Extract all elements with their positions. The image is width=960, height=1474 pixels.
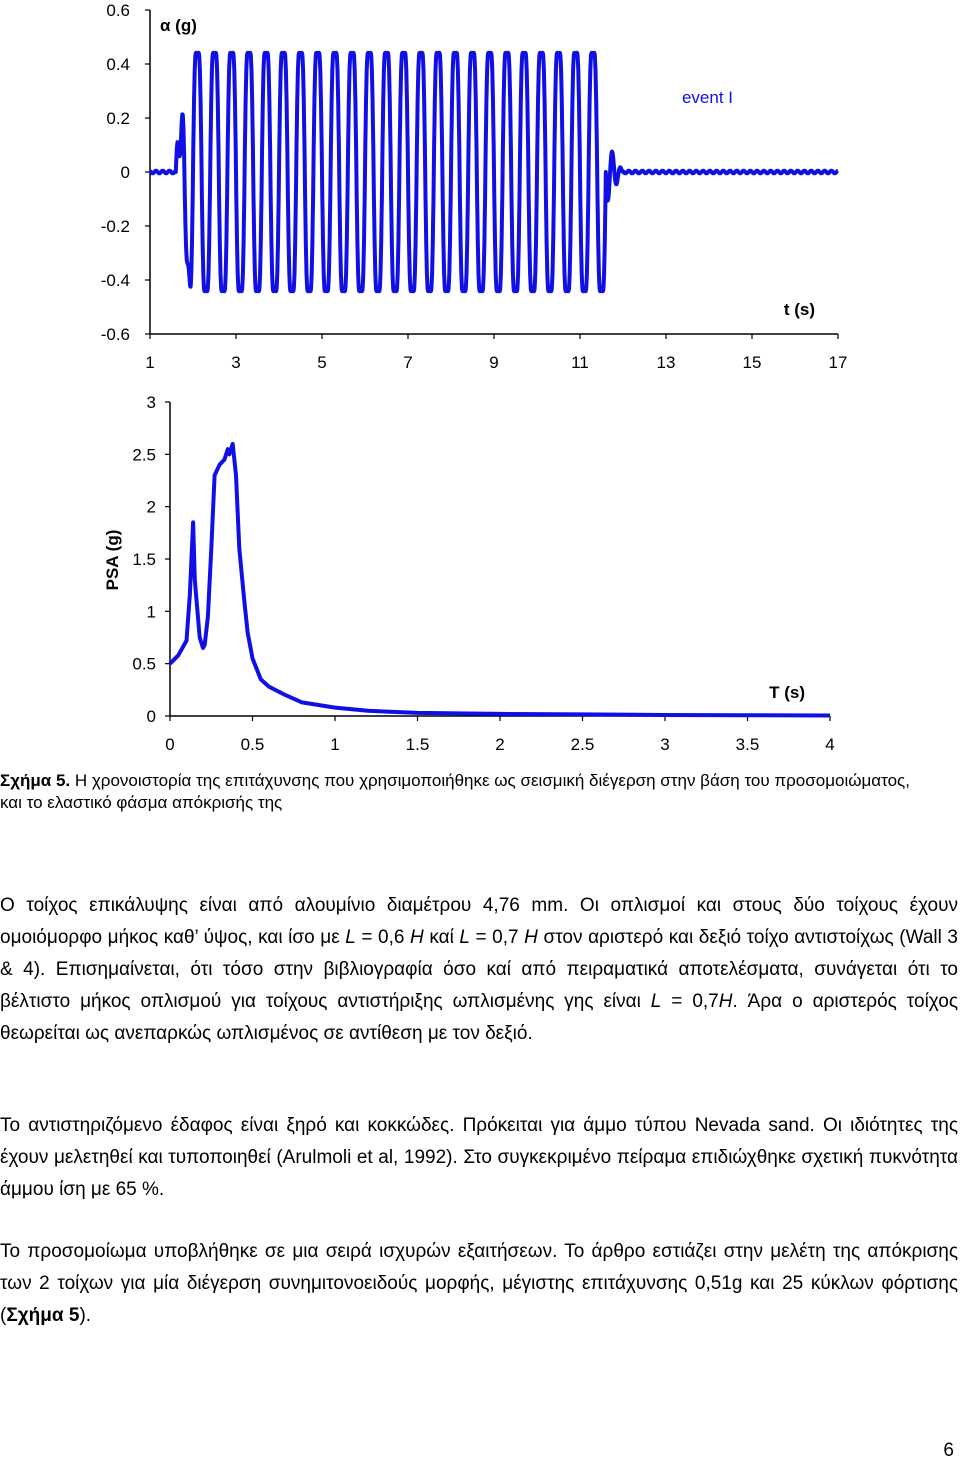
- x-axis-label: t (s): [783, 300, 815, 319]
- y-tick-label: -0.6: [100, 325, 130, 344]
- p3-figure-ref: Σχήμα 5: [6, 1305, 80, 1326]
- x-tick-label: 17: [828, 353, 848, 372]
- p1-var-H3: H: [718, 991, 733, 1012]
- acceleration-series-line: [150, 53, 838, 291]
- x-tick-label: 2: [495, 735, 505, 754]
- x-tick-label: 3: [231, 353, 241, 372]
- x-tick-label: 9: [489, 353, 499, 372]
- p1-var-H1: H: [410, 927, 424, 948]
- y-tick-label: 0: [120, 163, 130, 182]
- paragraph-3: [0, 1236, 958, 1332]
- paragraph-1: [0, 890, 958, 1050]
- caption-label: Σχήμα 5.: [0, 771, 71, 790]
- p1-var-L2: L: [459, 927, 470, 948]
- caption-text: Η χρονοιστορία της επιτάχυνσης που χρησιμοποιήθηκε ως σεισμική διέγερση στην βάση του προσομοιώματος, και το ελαστικό φάσμα απόκρισής της: [0, 771, 910, 812]
- y-tick-label: 1.5: [132, 550, 156, 569]
- x-tick-label: 5: [317, 353, 327, 372]
- y-tick-label: -0.2: [100, 217, 130, 236]
- x-axis-label: T (s): [769, 683, 805, 702]
- y-tick-label: 0.6: [106, 1, 130, 20]
- p3-text-c: ).: [79, 1305, 92, 1326]
- acceleration-chart: [101, 1, 848, 372]
- p1-text-b: = 0,6: [355, 927, 411, 948]
- p1-var-H2: H: [524, 927, 538, 948]
- legend-label: event I: [681, 88, 733, 107]
- p1-var-L1: L: [345, 927, 356, 948]
- paragraph-2: Το αντιστηριζόμενο έδαφος είναι ξηρό και κοκκώδες. Πρόκειται για άμμο τύπου Nevada sand. Οι ιδιότητες της έχουν μελετηθεί και τυποποιηθεί (Arulmoli et al, 1992). Στο συγκεκριμένο πείραμα επιδιώχθηκε σχετική πυκνότητα άμμου ίση με 65 %.: [0, 1115, 958, 1200]
- x-tick-label: 11: [571, 353, 589, 372]
- y-axis-label: α (g): [160, 16, 197, 35]
- y-tick-label: 2: [146, 497, 156, 517]
- x-tick-label: 15: [742, 353, 762, 372]
- p1-text-f: = 0,7: [661, 991, 719, 1012]
- x-tick-label: 3.5: [735, 735, 760, 754]
- x-tick-label: 7: [403, 353, 413, 372]
- p1-text-c: καί: [423, 927, 460, 948]
- x-tick-label: 1: [330, 735, 340, 754]
- x-tick-label: 2.5: [570, 735, 595, 754]
- p1-text-g: . Άρα ο αριστερός τοίχος θεωρείται ως ανεπαρκώς ωπλισμένος σε αντίθεση με τον δεξιό.: [0, 991, 958, 1044]
- x-tick-label: 4: [825, 735, 835, 754]
- p3-text-a: Το προσομοίωμα υποβλήθηκε σε μια σειρά ισχυρών εξαιτήσεων. Το άρθρο εστιάζει στην μελέτη της απόκρισης των 2 τοίχων για μία διέγερση συνημιτονοειδούς μορφής, μέγιστης επιτάχυνσης 0,51g και 25 κύκλων φόρτισης (: [0, 1241, 958, 1326]
- p1-text-a: Ο τοίχος επικάλυψης είναι από αλουμίνιο διαμέτρου 4,76 mm. Οι οπλισμοί και στους δύο τοίχους έχουν ομοιόμορφο μήκος καθ’ ύψος, και ίσο με: [0, 895, 958, 948]
- x-tick-label: 3: [660, 735, 670, 754]
- y-tick-label: 2.5: [132, 445, 156, 465]
- p1-text-e: στον αριστερό και δεξιό τοίχο αντιστοίχως (Wall 3 & 4). Επισημαίνεται, ότι τόσο στην βιβλιογραφία όσο καί από πειραματικά αποτελέσματα, συνάγεται ότι το βέλτιστο μήκος οπλισμού για τοίχους αντιστήριξης ωπλισμένης γης είναι: [0, 927, 958, 1012]
- x-tick-label: 13: [656, 353, 676, 372]
- figure-caption: [0, 770, 930, 814]
- y-tick-label: 0.5: [132, 654, 156, 674]
- x-tick-label: 1: [145, 353, 155, 372]
- y-tick-label: 3: [146, 393, 156, 412]
- x-tick-label: 0: [165, 735, 175, 754]
- spectrum-chart: [103, 393, 835, 754]
- x-tick-label: 1.5: [405, 735, 430, 754]
- y-axis-label: PSA (g): [103, 529, 122, 591]
- p1-var-L3: L: [650, 991, 662, 1012]
- y-tick-label: 0: [146, 707, 156, 726]
- x-tick-label: 0.5: [240, 735, 265, 754]
- y-tick-label: 1: [146, 602, 156, 622]
- y-tick-label: 0.4: [106, 55, 130, 74]
- spectrum-series-line: [170, 444, 830, 716]
- p1-text-d: = 0,7: [469, 927, 525, 948]
- y-tick-label: 0.2: [106, 109, 130, 128]
- page-number: 6: [943, 1440, 954, 1461]
- y-tick-label: -0.4: [100, 271, 130, 290]
